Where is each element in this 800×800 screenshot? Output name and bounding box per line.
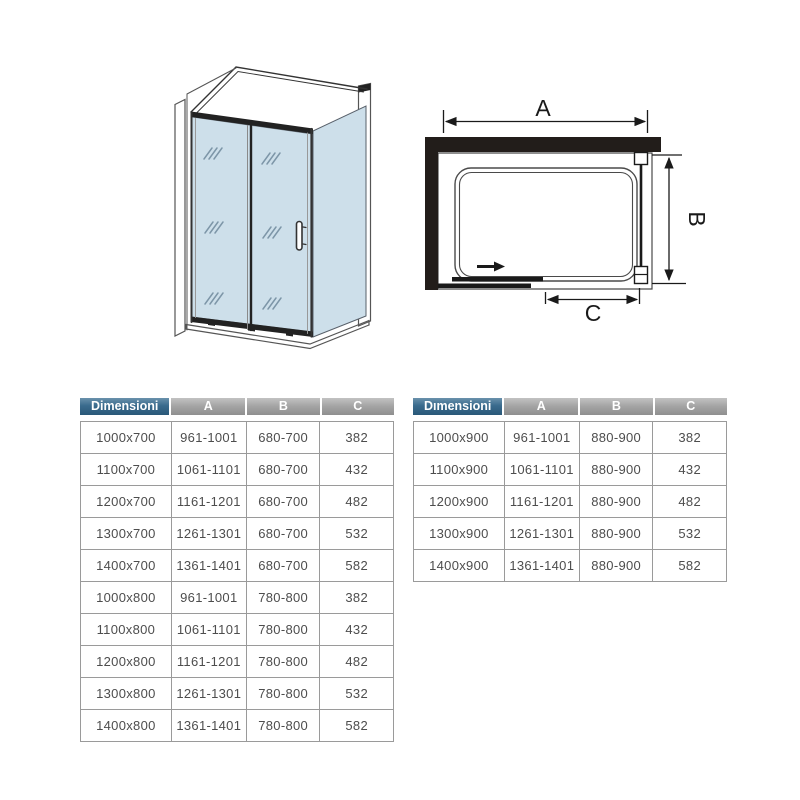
table-cell: 780-800 bbox=[246, 582, 320, 614]
table-cell: 1261-1301 bbox=[171, 678, 246, 710]
table-row bbox=[81, 518, 394, 550]
table-row bbox=[81, 710, 394, 742]
dimension-a-label: A bbox=[535, 95, 551, 121]
table-cell: 1400x700 bbox=[81, 550, 172, 582]
shower-tray bbox=[455, 168, 637, 281]
table-row bbox=[414, 486, 727, 518]
dimension-b bbox=[652, 155, 710, 284]
table-cell: 680-700 bbox=[246, 422, 320, 454]
column-header-2: B bbox=[247, 398, 319, 415]
table-cell: 532 bbox=[320, 518, 394, 550]
table-cell: 961-1001 bbox=[504, 422, 579, 454]
table-cell: 1200x800 bbox=[81, 646, 172, 678]
table-header-row bbox=[80, 398, 394, 415]
table-cell: 880-900 bbox=[579, 486, 653, 518]
table-cell: 532 bbox=[320, 678, 394, 710]
table-cell: 1361-1401 bbox=[171, 710, 246, 742]
table-cell: 1261-1301 bbox=[171, 518, 246, 550]
table-cell: 1400x900 bbox=[414, 550, 505, 582]
table-cell: 1061-1101 bbox=[504, 454, 579, 486]
table-cell: 1000x900 bbox=[414, 422, 505, 454]
table-cell: 1000x800 bbox=[81, 582, 172, 614]
table-cell: 1000x700 bbox=[81, 422, 172, 454]
table-grid bbox=[80, 421, 394, 742]
table-row bbox=[81, 582, 394, 614]
table-cell: 1100x800 bbox=[81, 614, 172, 646]
table-cell: 880-900 bbox=[579, 518, 653, 550]
table-cell: 1261-1301 bbox=[504, 518, 579, 550]
column-header-1: A bbox=[504, 398, 578, 415]
column-header-3: C bbox=[322, 398, 394, 415]
wall-left bbox=[425, 137, 438, 290]
table-row bbox=[81, 614, 394, 646]
table-cell: 432 bbox=[320, 614, 394, 646]
table-row bbox=[81, 486, 394, 518]
table-cell: 880-900 bbox=[579, 454, 653, 486]
table-cell: 1300x700 bbox=[81, 518, 172, 550]
table-cell: 1400x800 bbox=[81, 710, 172, 742]
table-cell: 582 bbox=[320, 710, 394, 742]
table-cell: 680-700 bbox=[246, 486, 320, 518]
column-header-3: C bbox=[655, 398, 727, 415]
table-row bbox=[414, 518, 727, 550]
table-cell: 382 bbox=[320, 422, 394, 454]
shower-enclosure-3d-diagram bbox=[158, 50, 408, 370]
table-cell: 780-800 bbox=[246, 646, 320, 678]
dimension-c bbox=[546, 288, 640, 326]
table-cell: 880-900 bbox=[579, 550, 653, 582]
table-cell: 680-700 bbox=[246, 518, 320, 550]
shower-enclosure-plan-diagram bbox=[415, 75, 750, 335]
table-cell: 680-700 bbox=[246, 454, 320, 486]
table-cell: 780-800 bbox=[246, 614, 320, 646]
table-cell: 532 bbox=[653, 518, 727, 550]
table-cell: 780-800 bbox=[246, 678, 320, 710]
dimension-table-700-800 bbox=[80, 398, 394, 742]
table-row bbox=[414, 550, 727, 582]
column-header-0: Dımensioni bbox=[413, 398, 502, 415]
table-cell: 432 bbox=[320, 454, 394, 486]
table-cell: 1300x900 bbox=[414, 518, 505, 550]
table-cell: 1161-1201 bbox=[504, 486, 579, 518]
table-cell: 482 bbox=[653, 486, 727, 518]
wall-profile-left bbox=[175, 100, 185, 337]
table-cell: 1361-1401 bbox=[171, 550, 246, 582]
table-cell: 482 bbox=[320, 646, 394, 678]
table-cell: 382 bbox=[320, 582, 394, 614]
table-cell: 1200x700 bbox=[81, 486, 172, 518]
dimension-b-label: B bbox=[684, 211, 710, 227]
dimension-a bbox=[444, 95, 648, 133]
column-header-2: B bbox=[580, 398, 652, 415]
wall-top bbox=[425, 137, 661, 152]
table-cell: 1061-1101 bbox=[171, 454, 246, 486]
table-cell: 382 bbox=[653, 422, 727, 454]
table-row bbox=[81, 678, 394, 710]
table-row bbox=[81, 646, 394, 678]
side-panel-glass bbox=[313, 106, 366, 337]
table-cell: 482 bbox=[320, 486, 394, 518]
table-cell: 1361-1401 bbox=[504, 550, 579, 582]
table-cell: 880-900 bbox=[579, 422, 653, 454]
table-grid bbox=[413, 421, 727, 582]
table-cell: 582 bbox=[320, 550, 394, 582]
table-cell: 1161-1201 bbox=[171, 486, 246, 518]
dimension-table-900 bbox=[413, 398, 727, 582]
table-cell: 961-1001 bbox=[171, 582, 246, 614]
column-header-0: Dimensioni bbox=[80, 398, 169, 415]
table-header-row bbox=[413, 398, 727, 415]
table-cell: 1100x700 bbox=[81, 454, 172, 486]
table-row bbox=[414, 454, 727, 486]
table-cell: 1061-1101 bbox=[171, 614, 246, 646]
table-cell: 432 bbox=[653, 454, 727, 486]
bracket-top bbox=[635, 153, 648, 165]
column-header-1: A bbox=[171, 398, 245, 415]
table-row bbox=[81, 422, 394, 454]
table-cell: 1200x900 bbox=[414, 486, 505, 518]
table-row bbox=[81, 550, 394, 582]
table-cell: 961-1001 bbox=[171, 422, 246, 454]
table-row bbox=[414, 422, 727, 454]
table-row bbox=[81, 454, 394, 486]
table-cell: 1100x900 bbox=[414, 454, 505, 486]
table-cell: 582 bbox=[653, 550, 727, 582]
front-door-glass bbox=[191, 112, 313, 338]
sliding-door-panels bbox=[438, 277, 543, 288]
dimension-c-label: C bbox=[584, 300, 602, 326]
table-cell: 1300x800 bbox=[81, 678, 172, 710]
table-cell: 680-700 bbox=[246, 550, 320, 582]
table-cell: 1161-1201 bbox=[171, 646, 246, 678]
table-cell: 780-800 bbox=[246, 710, 320, 742]
